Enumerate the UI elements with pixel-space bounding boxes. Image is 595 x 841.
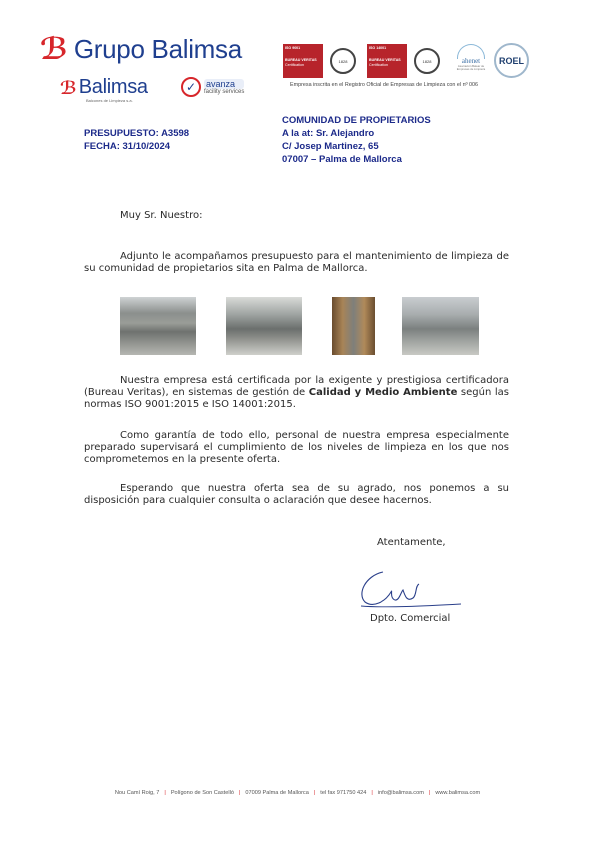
paragraph-intro-text: Adjunto le acompañamos presupuesto para el mantenimiento de limpieza de su comunidad de propietarios sita en Palma de Mallorca. (84, 251, 509, 274)
greeting: Muy Sr. Nuestro: (120, 210, 203, 221)
recipient-street: C/ Josep Martinez, 65 (282, 141, 379, 152)
cert-body-label: BUREAU VERITAS (369, 58, 401, 62)
balimsa-b-small-icon: ℬ (60, 77, 77, 98)
balimsa-tagline: Balcones de Limpieza s.a. (86, 98, 133, 103)
garage-photo-3 (332, 297, 375, 355)
budget-number: PRESUPUESTO: A3598 (84, 128, 190, 139)
avanza-check-icon: ✓ (181, 77, 201, 97)
paragraph-cert-text-a: Nuestra empresa está certificada por la exigente y prestigiosa certificadora (Bureau Veritas), en sistemas de gestión de (84, 375, 509, 398)
footer-web[interactable]: www.balimsa.com (435, 790, 481, 796)
grupo-balimsa-logo (40, 34, 242, 65)
salutation: Atentamente, (377, 537, 446, 548)
garage-photo-2 (226, 297, 302, 355)
budget-date: FECHA: 31/10/2024 (84, 141, 171, 152)
cert-type-label: Certification (369, 63, 388, 67)
paragraph-cert-text-b: según las normas ISO 9001:2015 e ISO 14001:2015. (84, 387, 510, 410)
balimsa-b-icon: ℬ (40, 32, 68, 66)
roel-name: ROEL (498, 55, 524, 66)
roel-logo (494, 43, 529, 78)
recipient-city: 07007 – Palma de Mallorca (282, 154, 402, 165)
seal-year: 1828 (338, 58, 348, 64)
bureau-veritas-seal-icon (330, 48, 356, 74)
footer-area: Polígono de Son Castelló (170, 790, 234, 796)
paragraph-guarantee (84, 430, 509, 466)
budget-info (84, 127, 189, 153)
recipient-name: COMUNIDAD DE PROPIETARIOS (282, 115, 431, 126)
cert-type-label: Certification (285, 63, 304, 67)
grupo-balimsa-name: Grupo Balimsa (73, 34, 242, 64)
footer-address: Nou Camí Roig, 7 (114, 790, 160, 796)
recipient-address (282, 114, 431, 166)
paragraph-intro (84, 251, 509, 275)
iso-14001-certificate (367, 44, 447, 78)
department: Dpto. Comercial (370, 613, 451, 624)
recipient-attention: A la at: Sr. Alejandro (282, 128, 375, 139)
ahenet-logo (455, 44, 487, 72)
paragraph-closing (84, 483, 509, 507)
paragraph-closing-text: Esperando que nuestra oferta sea de su agrado, nos ponemos a su disposición para cualquier consulta o aclaración que desee hacernos. (84, 483, 509, 506)
paragraph-cert-highlight: Calidad y Medio Ambiente (308, 387, 458, 398)
footer-email[interactable]: info@balimsa.com (377, 790, 424, 796)
cert-body-label: BUREAU VERITAS (285, 58, 317, 62)
avanza-logo (181, 77, 244, 97)
seal-year: 1828 (422, 58, 432, 64)
garage-photo-1 (120, 297, 196, 355)
footer-phone: tel fax 971750 424 (320, 790, 367, 796)
footer-city: 07009 Palma de Mallorca (245, 790, 309, 796)
cert-iso-label: ISO 14001 (369, 46, 387, 50)
footer: Nou Camí Roig, 7 | Polígono de Son Castelló | 07009 Palma de Mallorca | tel fax 971750 424 | info@balimsa.com | www.balimsa.com (114, 790, 481, 796)
avanza-tagline: facility services (204, 88, 245, 95)
bureau-veritas-seal-icon (414, 48, 440, 74)
handwritten-signature (355, 562, 465, 612)
balimsa-name: Balimsa (78, 76, 148, 98)
cert-iso-label: ISO 9001 (285, 46, 301, 50)
balimsa-logo (60, 76, 148, 103)
paragraph-guarantee-text: Como garantía de todo ello, personal de nuestra empresa especialmente preparado supervisará el cumplimiento de los niveles de limpieza en los que nos comprometemos en la presente oferta. (84, 430, 509, 465)
ahenet-name: ahenet (461, 57, 481, 65)
avanza-name: avanza (204, 79, 244, 89)
iso-9001-certificate (283, 44, 363, 78)
garage-photo-4 (402, 297, 479, 355)
ahenet-tagline: Asociación Balear de Empresas de Limpieza (456, 64, 486, 72)
registry-note: Empresa inscrita en el Registro Oficial de Empresas de Limpieza con el nº 006 (290, 82, 479, 88)
paragraph-certification (84, 375, 509, 411)
